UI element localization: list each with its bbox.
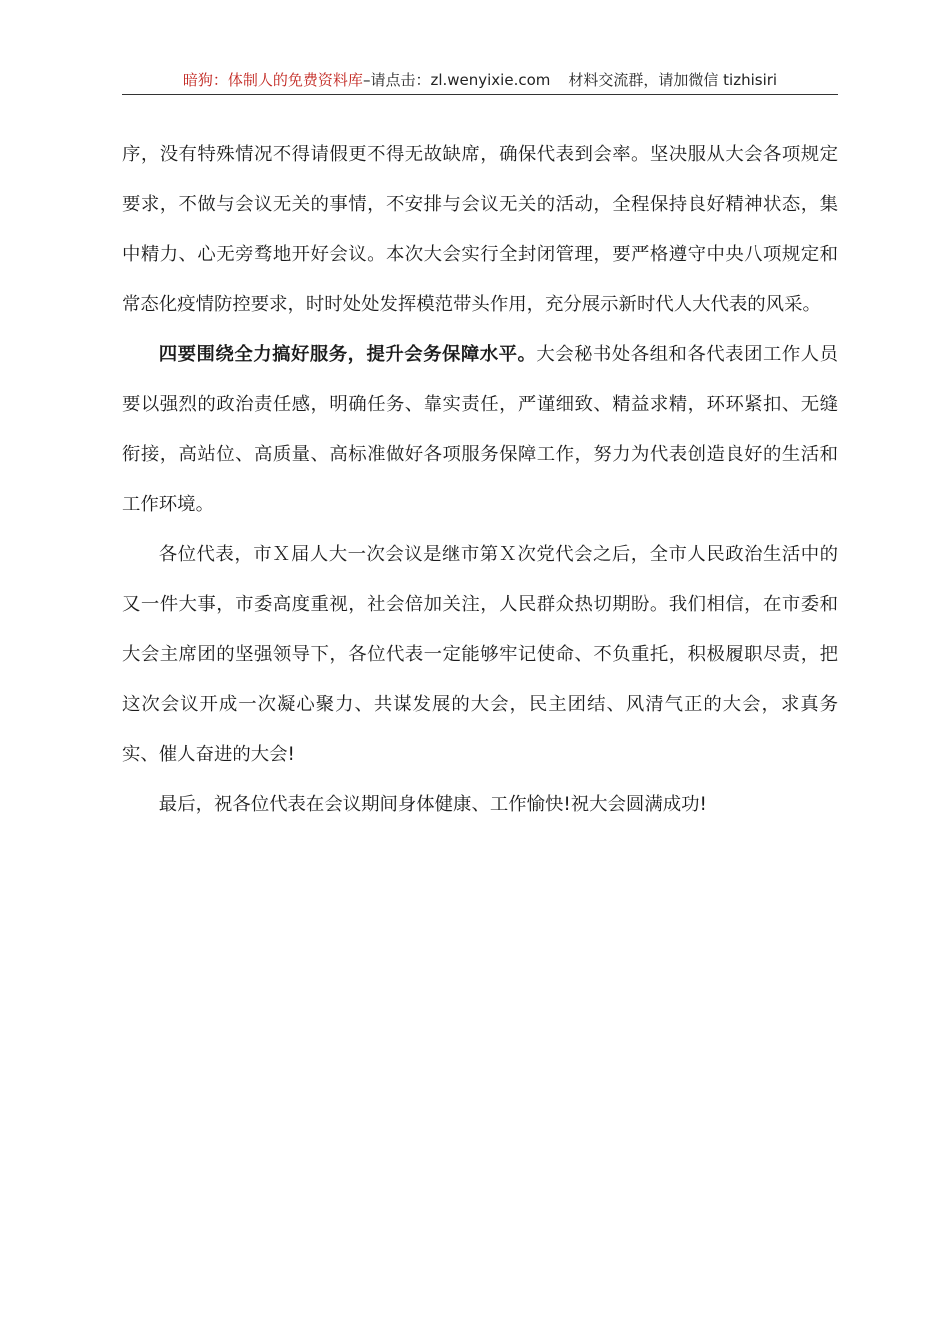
header-url-link[interactable]: zl.wenyixie.com bbox=[430, 71, 551, 89]
paragraph-2-text: 大会秘书处各组和各代表团工作人员要以强烈的政治责任感，明确任务、靠实责任，严谨细致、精益求精，环环紧扣、无缝衔接，高站位、高质量、高标准做好各项服务保障工作，努力为代表创造良好的生活和工作环境。 bbox=[122, 344, 838, 515]
header-contact: 材料交流群，请加微信 tizhisiri bbox=[568, 71, 778, 89]
header-brand: 暗狗：体制人的免费资料库 bbox=[182, 71, 363, 89]
paragraph-4: 最后，祝各位代表在会议期间身体健康、工作愉快!祝大会圆满成功! bbox=[158, 794, 707, 815]
header-click-prefix: –请点击： bbox=[362, 71, 431, 89]
document-body bbox=[122, 130, 838, 830]
page-header bbox=[122, 70, 838, 95]
paragraph-3: 各位代表，市Ｘ届人大一次会议是继市第Ｘ次党代会之后，全市人民政治生活中的又一件大事，市委高度重视，社会倍加关注，人民群众热切期盼。我们相信，在市委和大会主席团的坚强领导下，各位代表一定能够牢记使命、不负重托，积极履职尽责，把这次会议开成一次凝心聚力、共谋发展的大会，民主团结、风清气正的大会，求真务实、催人奋进的大会! bbox=[122, 544, 838, 765]
paragraph-2 bbox=[122, 330, 838, 530]
paragraph-1: 序，没有特殊情况不得请假更不得无故缺席，确保代表到会率。坚决服从大会各项规定要求，不做与会议无关的事情，不安排与会议无关的活动，全程保持良好精神状态，集中精力、心无旁骛地开好会议。本次大会实行全封闭管理，要严格遵守中央八项规定和常态化疫情防控要求，时时处处发挥模范带头作用，充分展示新时代人大代表的风采。 bbox=[122, 144, 838, 315]
paragraph-2-heading: 四要围绕全力搞好服务，提升会务保障水平。 bbox=[158, 344, 537, 365]
